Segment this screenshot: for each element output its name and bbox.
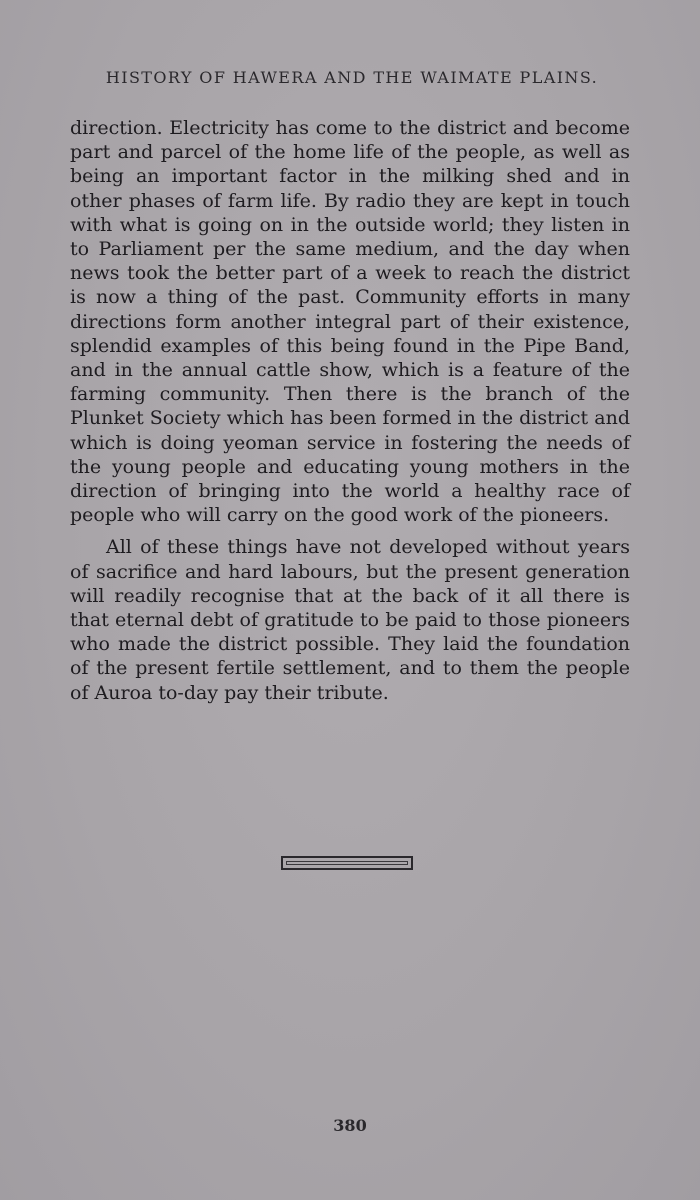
running-head: HISTORY OF HAWERA AND THE WAIMATE PLAINS. [105, 68, 599, 87]
page-number: 380 [333, 1116, 367, 1135]
end-ornament-rule [281, 856, 413, 870]
body-text [70, 116, 630, 705]
paragraph-1: direction. Electricity has come to the district and become part and parcel of the home life of the people, as well as being an important factor in the milking shed and in other phases of farm life. By radio they are kept in touch with what is going on in the outside world; they listen in to Parliament per the same medium, and the day when news took the better part of a week to reach the district is now a thing of the past. Community efforts in many directions form another integral part of their existence, splendid examples of this being found in the Pipe Band, and in the annual cattle show, which is a feature of the farming community. Then there is the branch of the Plunket Society which has been formed in the district and which is doing yeoman service in fostering the needs of the young people and educating young mothers in the direction of bringing into the world a healthy race of people who will carry on the good work of the pioneers. [70, 117, 630, 527]
paragraph-2: All of these things have not developed without years of sacrifice and hard labours, but the present generation will readily recognise that at the back of it all there is that eternal debt of gratitude to be paid to those pioneers who made the district possible. They laid the foundation of the present fertile settlement, and to them the people of Auroa to-day pay their tribute. [70, 536, 630, 704]
